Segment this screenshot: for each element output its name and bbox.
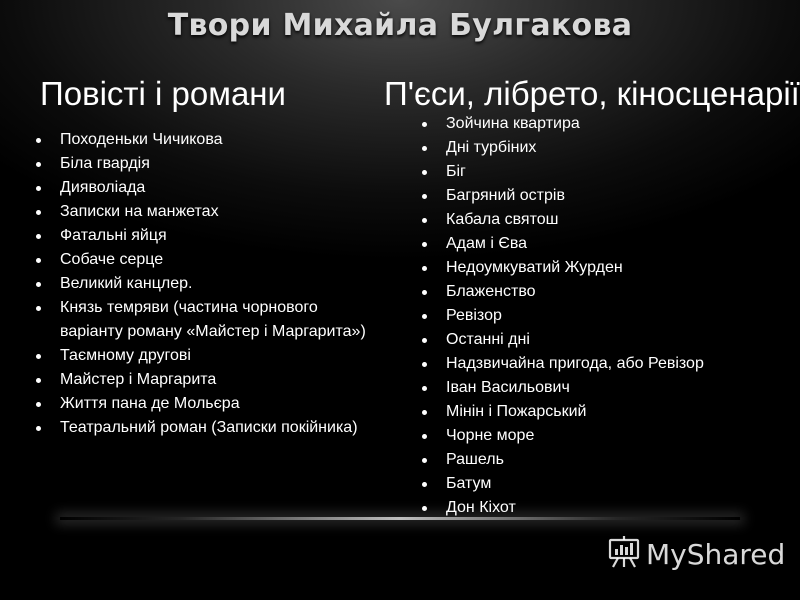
list-item: Іван Васильович [420, 376, 780, 400]
list-item: Біла гвардія [34, 152, 374, 176]
list-item: Надзвичайна пригода, або Ревізор [420, 352, 780, 376]
list-item: Багряний острів [420, 184, 780, 208]
list-item: Біг [420, 160, 780, 184]
list-item: Записки на манжетах [34, 200, 374, 224]
list-item: Кабала святош [420, 208, 780, 232]
plays-list [420, 112, 780, 520]
list-item: Дон Кіхот [420, 496, 780, 520]
watermark [606, 534, 785, 575]
list-item: Походеньки Чичикова [34, 128, 374, 152]
list-item: Останні дні [420, 328, 780, 352]
list-item: Чорне море [420, 424, 780, 448]
list-item: Фатальні яйця [34, 224, 374, 248]
list-item: Великий канцлер. [34, 272, 374, 296]
left-column-heading: Повісті і романи [40, 75, 286, 112]
list-item: Дияволіада [34, 176, 374, 200]
list-item: Блаженство [420, 280, 780, 304]
list-item: Недоумкуватий Журден [420, 256, 780, 280]
list-item: Таємному другові [34, 344, 374, 368]
novels-list [34, 128, 374, 440]
glow-divider [60, 517, 740, 520]
list-item: Ревізор [420, 304, 780, 328]
list-item: Батум [420, 472, 780, 496]
slide-title: Твори Михайла Булгакова [167, 8, 633, 43]
presentation-board-icon [606, 534, 642, 575]
list-item: Мінін і Пожарський [420, 400, 780, 424]
right-column-heading: П'єси, лібрето, кіносценарії [384, 75, 800, 112]
list-item: Князь темряви (частина чорнового варіанту роману «Майстер і Маргарита») [34, 296, 374, 344]
list-item: Зойчина квартира [420, 112, 780, 136]
list-item: Театральний роман (Записки покійника) [34, 416, 374, 440]
list-item: Життя пана де Мольєра [34, 392, 374, 416]
list-item: Адам і Єва [420, 232, 780, 256]
list-item: Дні турбіних [420, 136, 780, 160]
list-item: Собаче серце [34, 248, 374, 272]
watermark-text: MyShared [646, 538, 786, 571]
list-item: Майстер і Маргарита [34, 368, 374, 392]
list-item: Рашель [420, 448, 780, 472]
